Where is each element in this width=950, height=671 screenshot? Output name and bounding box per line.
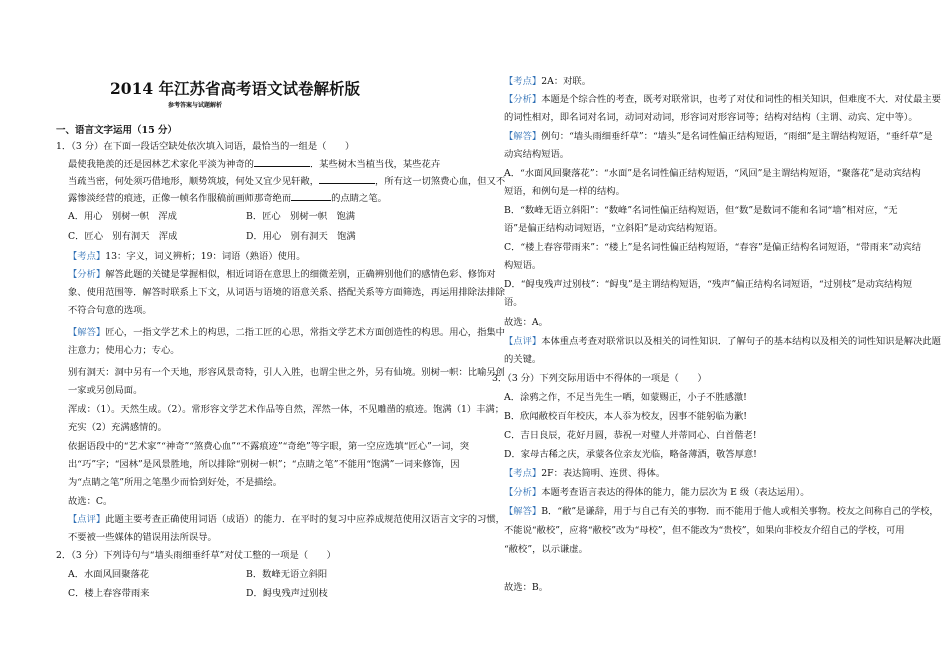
q1-stem: 1．（3 分）在下面一段话空缺处依次填入词语，最恰当的一组是（ ） [56,141,355,152]
q1-option-c: C．匠心 别有洞天 浑成 [68,231,178,242]
q2-answer-1: 【解答】例句：“墙头雨细垂纤草”：“墙头”是名词性偏正结构短语，“雨细”是主谓结构短语，“垂纤草”是 [504,131,933,142]
q1-option-d: D．用心 别有洞天 饱满 [246,231,356,242]
q1-comment-2: 不要被一些媒体的错误用法所误导。 [68,532,217,543]
q3-kaodian: 【考点】2F：表达简明、连贯、得体。 [504,468,666,479]
q1-comment-1: 【点评】此题主要考查正确使用词语（成语）的能力．在平时的复习中应养成规范使用汉语言文字的习惯， [68,514,505,525]
q2-analysis-1: 【分析】本题是个综合性的考查，既考对联常识，也考了对仗和词性的相关知识，但难度不大．对仗最主要 [504,94,941,105]
q2-answer-d1: D．“鲟曳残声过别枝”：“鲟曳”是主谓结构短语，“残声”偏正结构名词短语，“过别枝”是动宾结构短 [504,279,913,290]
q3-option-c: C．吉日良辰，花好月圆，恭祝一对璧人并蒂同心、白首偕老! [504,430,757,441]
q1-answer-4: 一家或另创局面。 [68,385,143,396]
q2-answer-d2: 语。 [504,297,523,308]
q2-comment-1: 【点评】本体重点考查对联常识以及相关的词性知识．了解句子的基本结构以及相关的词性知识是解决此题 [504,336,941,347]
q1-answer-9: 为“点睛之笔”所用之笔墨少而恰到好处，不是描绘。 [68,477,283,488]
q2-option-b: B．数峰无语立斜阳 [246,569,328,580]
q1-option-a: A．用心 别树一帜 浑成 [68,211,177,222]
q3-option-a: A．涂鸦之作，不足当先生一哂，如蒙赐正，小子不胜感激! [504,392,747,403]
q2-answer-b2: 语”是偏正结构动词短语，“立斜阳”是动宾结构短语。 [504,223,723,234]
q1-answer-8: 出“巧”字；“园林”是风景胜地，所以排除“别树一帜”；“点睛之笔”不能用“饱满”一词来修饰，因 [68,459,460,470]
document-subtitle: 参考答案与试题解析 [168,102,223,109]
q2-answer-b1: B．“数峰无语立斜阳”：“数峰”名词性偏正结构短语，但“数”是数词不能和名词“墙”相对应，“无 [504,205,898,216]
q1-answer-2: 注意力；使用心力；专心。 [68,345,180,356]
q3-answer-2: 不能说“敝校”，应将“敝校”改为“母校”，但不能改为“贵校”，如果向非校友介绍自己的学校，可用 [504,525,905,536]
q1-answer-1: 【解答】匠心，一指文学艺术上的构思，二指工匠的心思，常指文学艺术方面创造性的构思。用心，指集中 [68,327,505,338]
q1-passage-line3: 露惨淡经营的痕迹，正像一帧名作服稿前画师那奇绝而 的点睛之笔。 [68,193,387,204]
q1-answer-choice: 故选：C。 [68,496,113,507]
q2-answer-c1: C．“楼上春容带雨来”：“楼上”是名词性偏正结构短语，“春容”是偏正结构名词短语，“带雨来”动宾结 [504,242,922,253]
q1-passage-line1: 最使我艳羡的还是园林艺术家化平淡为神奇的 ．某些树木当植当伐，某些花卉 [68,159,441,170]
q2-answer-a1: A．“水面风回聚落花”：“水面”是名词性偏正结构短语，“风回”是主谓结构短语，“聚落花”是动宾结构 [504,168,921,179]
section-heading: 一、语言文字运用（15 分） [56,125,178,136]
q1-answer-5: 浑成：（1）。天然生成。（2）。常形容文学艺术作品等自然，浑然一体，不见雕凿的痕迹。饱满（1）丰满； [68,404,505,415]
q1-answer-7: 依据语段中的“艺术家”“神奇”“煞费心血”“不露痕迹”“奇绝”等字眼，第一空应选填“匠心”一词，突 [68,441,470,452]
q2-comment-2: 的关键。 [504,354,542,365]
q1-analysis-1: 【分析】解答此题的关键是掌握相似，相近词语在意思上的细微差别，正确辨别他们的感情色彩、修饰对 [68,269,496,280]
q2-answer-c2: 构短语。 [504,260,542,271]
q3-answer-choice: 故选：B。 [504,582,549,593]
q1-answer-3: 别有洞天：洞中另有一个天地，形容风景奇特，引人入胜，也谓尘世之外，另有仙境。别树一帜：比喻另创 [68,367,505,378]
blank-1 [254,158,310,167]
q2-kaodian: 【考点】2A：对联。 [504,76,592,87]
q3-option-d: D．家母古稀之庆，承蒙各位亲友光临，略备薄酒，敬答厚意! [504,449,757,460]
q3-option-b: B．欣闻敝校百年校庆，本人忝为校友，因事不能躬临为歉! [504,411,747,422]
q1-analysis-2: 象、使用范围等．解答时联系上下文，从词语与语境的语意关系、搭配关系等方面筛选，再运用排除法排除 [68,287,505,298]
q1-answer-6: 充实（2）充满感情的。 [68,422,167,433]
q3-answer-3: “敝校”，以示谦虚。 [504,544,588,555]
q2-answer-2: 动宾结构短语。 [504,149,570,160]
q2-stem: 2．（3 分）下列诗句与“墙头雨细垂纤草”对仗工整的一项是（ ） [56,550,336,561]
q3-stem: 3．（3 分）下列交际用语中不得体的一项是（ ） [492,373,707,384]
q2-answer-choice: 故选：A。 [504,317,548,328]
document-title: 2014 年江苏省高考语文试卷解析版 [110,79,361,98]
q2-option-c: C．楼上春容带雨来 [68,588,150,599]
q1-passage-line2: 当疏当密，何处须巧借地形，顺势筑坡，何处又宜少见轩敞， ，所有这一切煞费心血，但又不 [68,176,506,187]
q3-answer-1: 【解答】B．“敝”是谦辞，用于与自己有关的事物．而不能用于他人或相关事物。校友之间称自己的学校， [504,506,939,517]
q1-analysis-3: 不符合句意的选项。 [68,305,152,316]
q1-kaodian: 【考点】13：字义，词义辨析；19：词语（熟语）使用。 [68,251,306,262]
q2-analysis-2: 的词性相对，即名词对名词，动词对动词，形容词对形容词等；结构对结构（主谓、动宾、定中等）。 [504,112,918,123]
q3-analysis: 【分析】本题考查语言表达的得体的能力，能力层次为 E 级（表达运用）。 [504,487,810,498]
q1-option-b: B．匠心 别树一帜 饱满 [246,211,356,222]
blank-2 [319,175,375,184]
q2-option-a: A．水面风回聚落花 [68,569,150,580]
blank-3 [291,192,331,201]
q2-option-d: D．鲟曳残声过别枝 [246,588,328,599]
q2-answer-a2: 短语，和例句是一样的结构。 [504,186,625,197]
